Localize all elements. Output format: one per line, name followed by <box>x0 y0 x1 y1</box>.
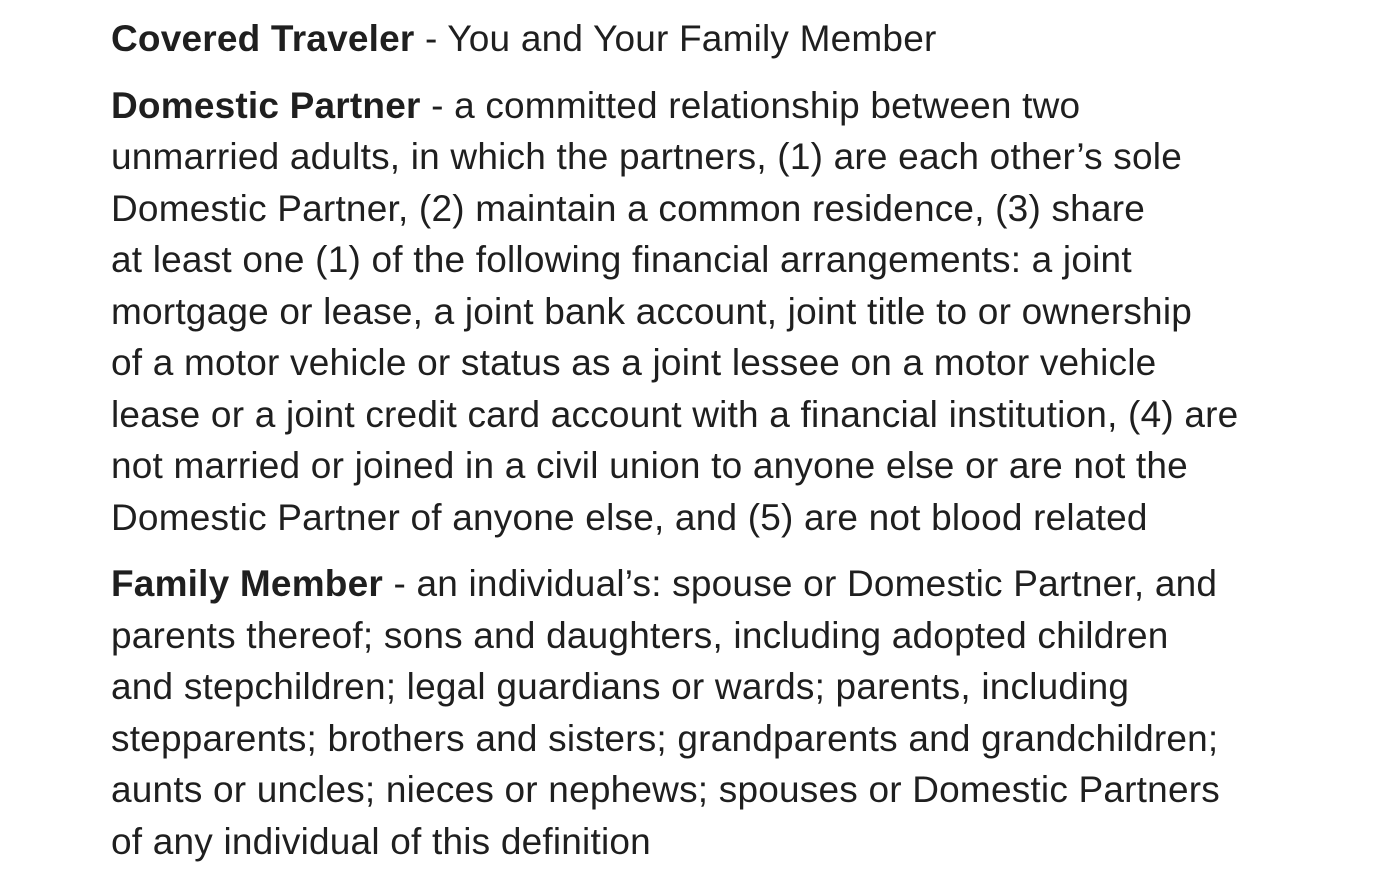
definition-text: unmarried adults, in which the partners, (1) are each other’s sole <box>111 136 1182 177</box>
definition-line <box>111 764 1238 816</box>
definition-line <box>111 440 1238 492</box>
definition-line <box>111 389 1238 441</box>
definition-line <box>111 816 1238 868</box>
definition-text: Domestic Partner, (2) maintain a common residence, (3) share <box>111 187 1146 229</box>
definition-line <box>111 234 1238 286</box>
definition-line <box>111 558 1238 610</box>
definition-text: mortgage or lease, a joint bank account, joint title to or ownership <box>111 290 1193 332</box>
definition-term: Domestic Partner <box>111 84 421 126</box>
definitions-list <box>111 13 1238 882</box>
definition-domestic-partner <box>111 80 1238 544</box>
definition-line <box>111 13 1238 65</box>
definition-text: - a committed relationship between two <box>420 84 1081 126</box>
definition-line <box>111 610 1238 662</box>
definition-line <box>111 286 1238 338</box>
definition-text: and stepchildren; legal guardians or wards; parents, including <box>111 666 1130 707</box>
definition-line <box>111 337 1238 389</box>
definition-line <box>111 492 1238 544</box>
definition-text: Domestic Partner of anyone else, and (5) are not blood related <box>111 496 1148 538</box>
definition-term: Covered Traveler <box>111 18 415 59</box>
definition-text: stepparents; brothers and sisters; grandparents and grandchildren; <box>111 717 1219 759</box>
definition-term: Family Member <box>111 563 383 604</box>
definition-line <box>111 183 1238 235</box>
definition-text: at least one (1) of the following financial arrangements: a joint <box>111 239 1132 280</box>
definition-line <box>111 131 1238 183</box>
definition-text: of a motor vehicle or status as a joint lessee on a motor vehicle <box>111 342 1157 383</box>
definition-text: lease or a joint credit card account with a financial institution, (4) are <box>111 393 1239 435</box>
definition-line <box>111 661 1238 713</box>
definition-family-member <box>111 558 1238 867</box>
definition-covered-traveler <box>111 13 1238 65</box>
definition-text: - You and Your Family Member <box>414 18 937 59</box>
definition-text: - an individual’s: spouse or Domestic Partner, and <box>382 563 1218 604</box>
definition-line <box>111 80 1238 132</box>
definition-line <box>111 713 1238 765</box>
definition-text: parents thereof; sons and daughters, including adopted children <box>111 614 1169 656</box>
definition-text: of any individual of this definition <box>111 820 651 862</box>
definition-text: not married or joined in a civil union to anyone else or are not the <box>111 445 1188 486</box>
definition-text: aunts or uncles; nieces or nephews; spouses or Domestic Partners <box>111 769 1220 810</box>
